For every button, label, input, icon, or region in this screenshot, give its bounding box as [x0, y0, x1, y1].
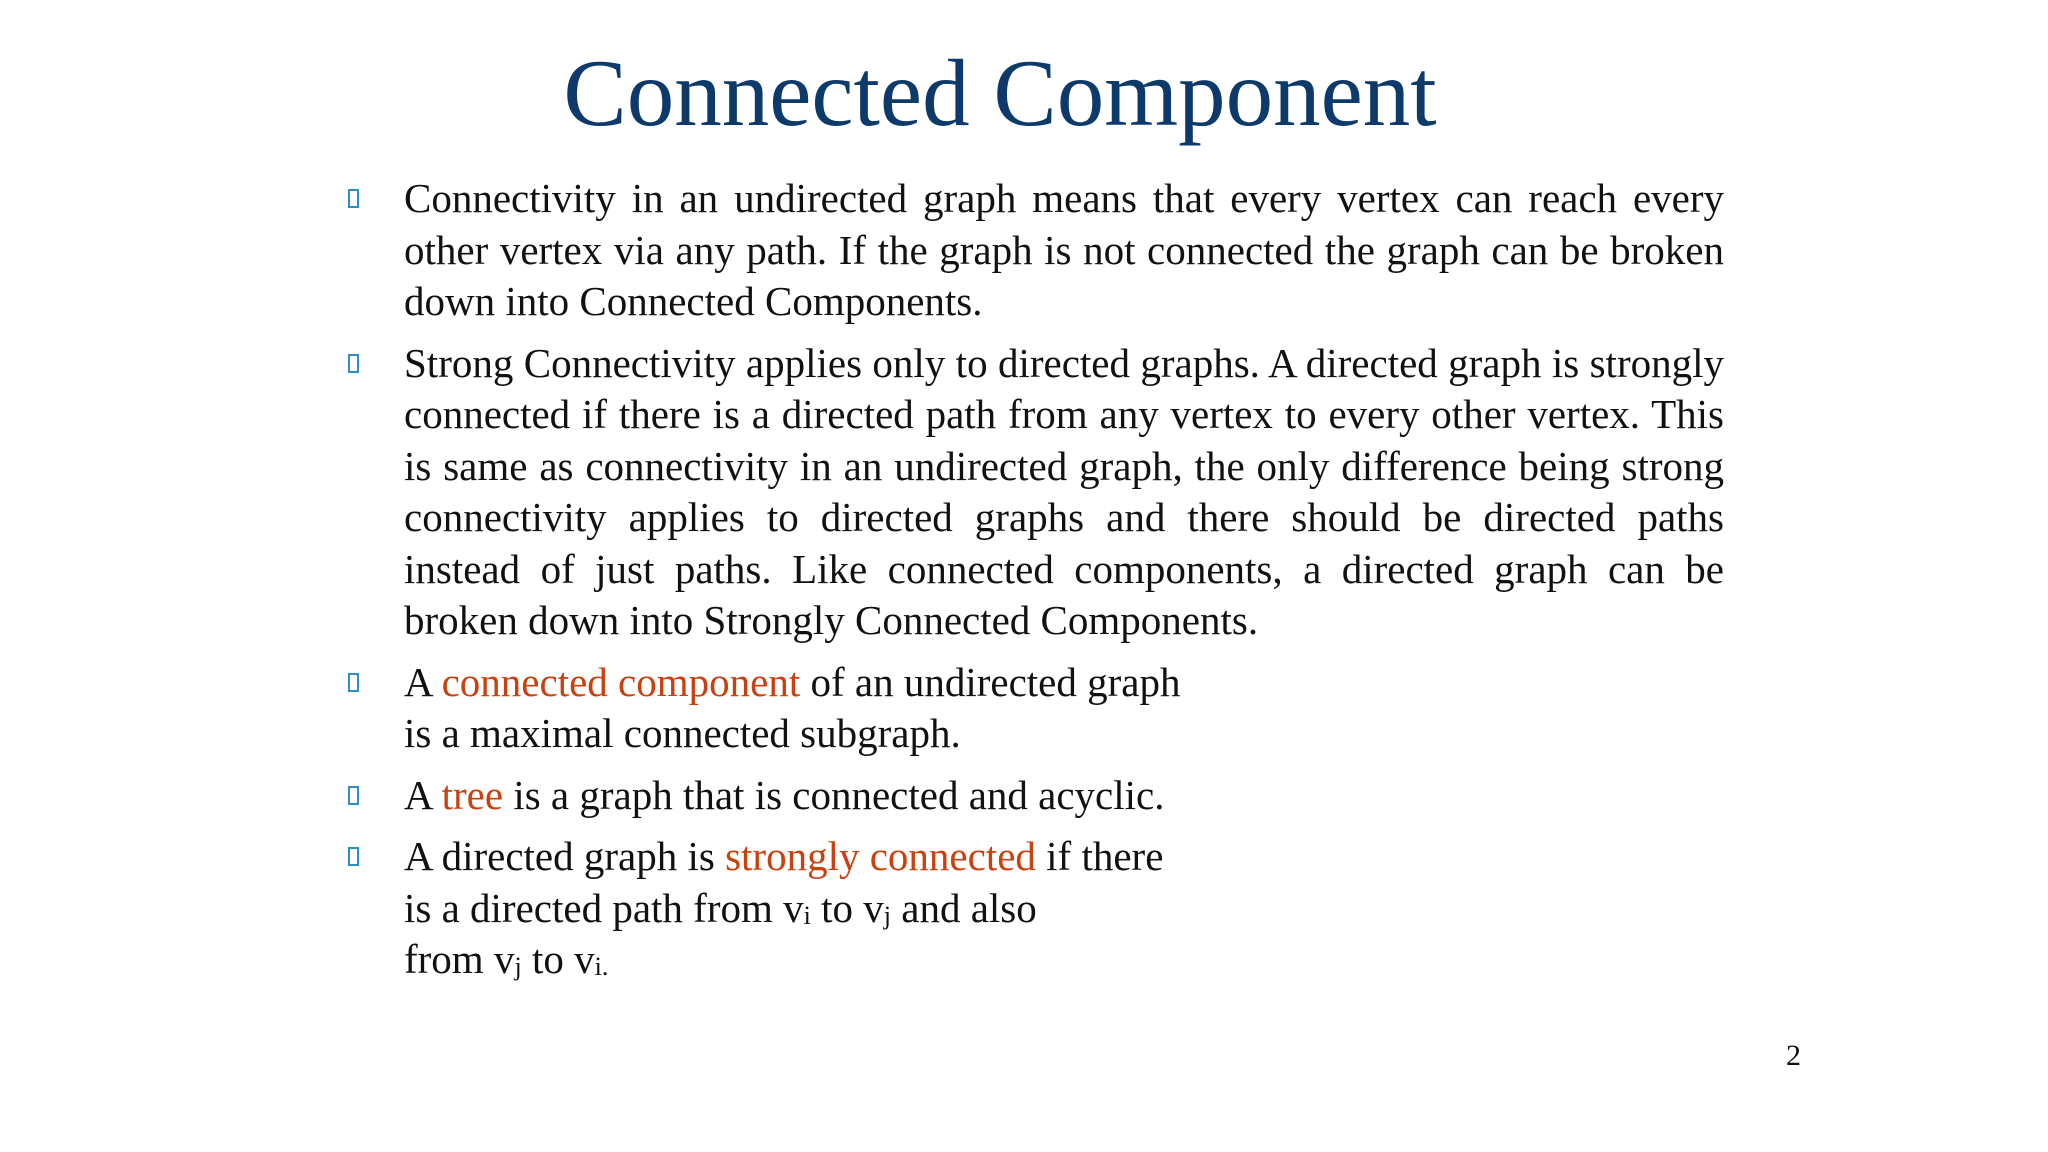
bullet-text: Connectivity in an undirected graph means that every vertex can reach every other vertex via any path. If the graph is not connected the graph can be broken down into Connected Components.: [404, 175, 1724, 324]
bullet-text-pre: A: [404, 658, 442, 705]
bullet-text-mid: of an undirected graph: [800, 658, 1181, 705]
highlight-term: tree: [441, 771, 504, 818]
line2-pre: is a directed path from v: [404, 884, 804, 931]
bullet-list: [404, 173, 1724, 996]
highlight-term: strongly connected: [725, 833, 1036, 879]
subscript: i.: [594, 952, 609, 981]
subscript: j: [883, 900, 891, 930]
line3-pre: from v: [404, 936, 515, 982]
line2-mid: to v: [810, 884, 884, 931]
bullet-tree: [404, 770, 1724, 822]
bullet-connected-component: [404, 657, 1724, 760]
bullet-connectivity: [404, 173, 1724, 328]
bullet-square-icon: [348, 786, 359, 805]
bullet-text-line2: is a maximal connected subgraph.: [404, 710, 961, 756]
highlight-term: connected component: [441, 658, 801, 705]
bullet-square-icon: [348, 354, 359, 373]
bullet-square-icon: [348, 673, 359, 692]
bullet-text: Strong Connectivity applies only to directed graphs. A directed graph is strongly connected if there is a directed path from any vertex to every other vertex. This is same as connectivity in an undirected graph, the only difference being strong connectivity applies to directed graphs and there should be directed paths instead of just paths. Like connected components, a directed graph can be broken down into Strongly Connected Components.: [404, 339, 1724, 643]
bullet-text-post: is a graph that is connected and acyclic.: [503, 771, 1165, 818]
slide-title: Connected Component: [563, 40, 1437, 146]
bullet-strongly-connected: [404, 831, 1724, 986]
subscript: j: [514, 952, 522, 981]
bullet-square-icon: [348, 847, 359, 866]
bullet-text-post: if there: [1035, 833, 1164, 879]
subscript: i: [803, 900, 811, 930]
bullet-square-icon: [348, 189, 359, 208]
bullet-strong-connectivity: [404, 338, 1724, 647]
bullet-text-pre: A: [404, 771, 442, 818]
bullet-text-pre: A directed graph is: [404, 833, 726, 879]
line2-post: and also: [891, 884, 1037, 931]
page-number: 2: [1786, 1039, 1801, 1072]
line3-mid: to v: [521, 936, 595, 982]
